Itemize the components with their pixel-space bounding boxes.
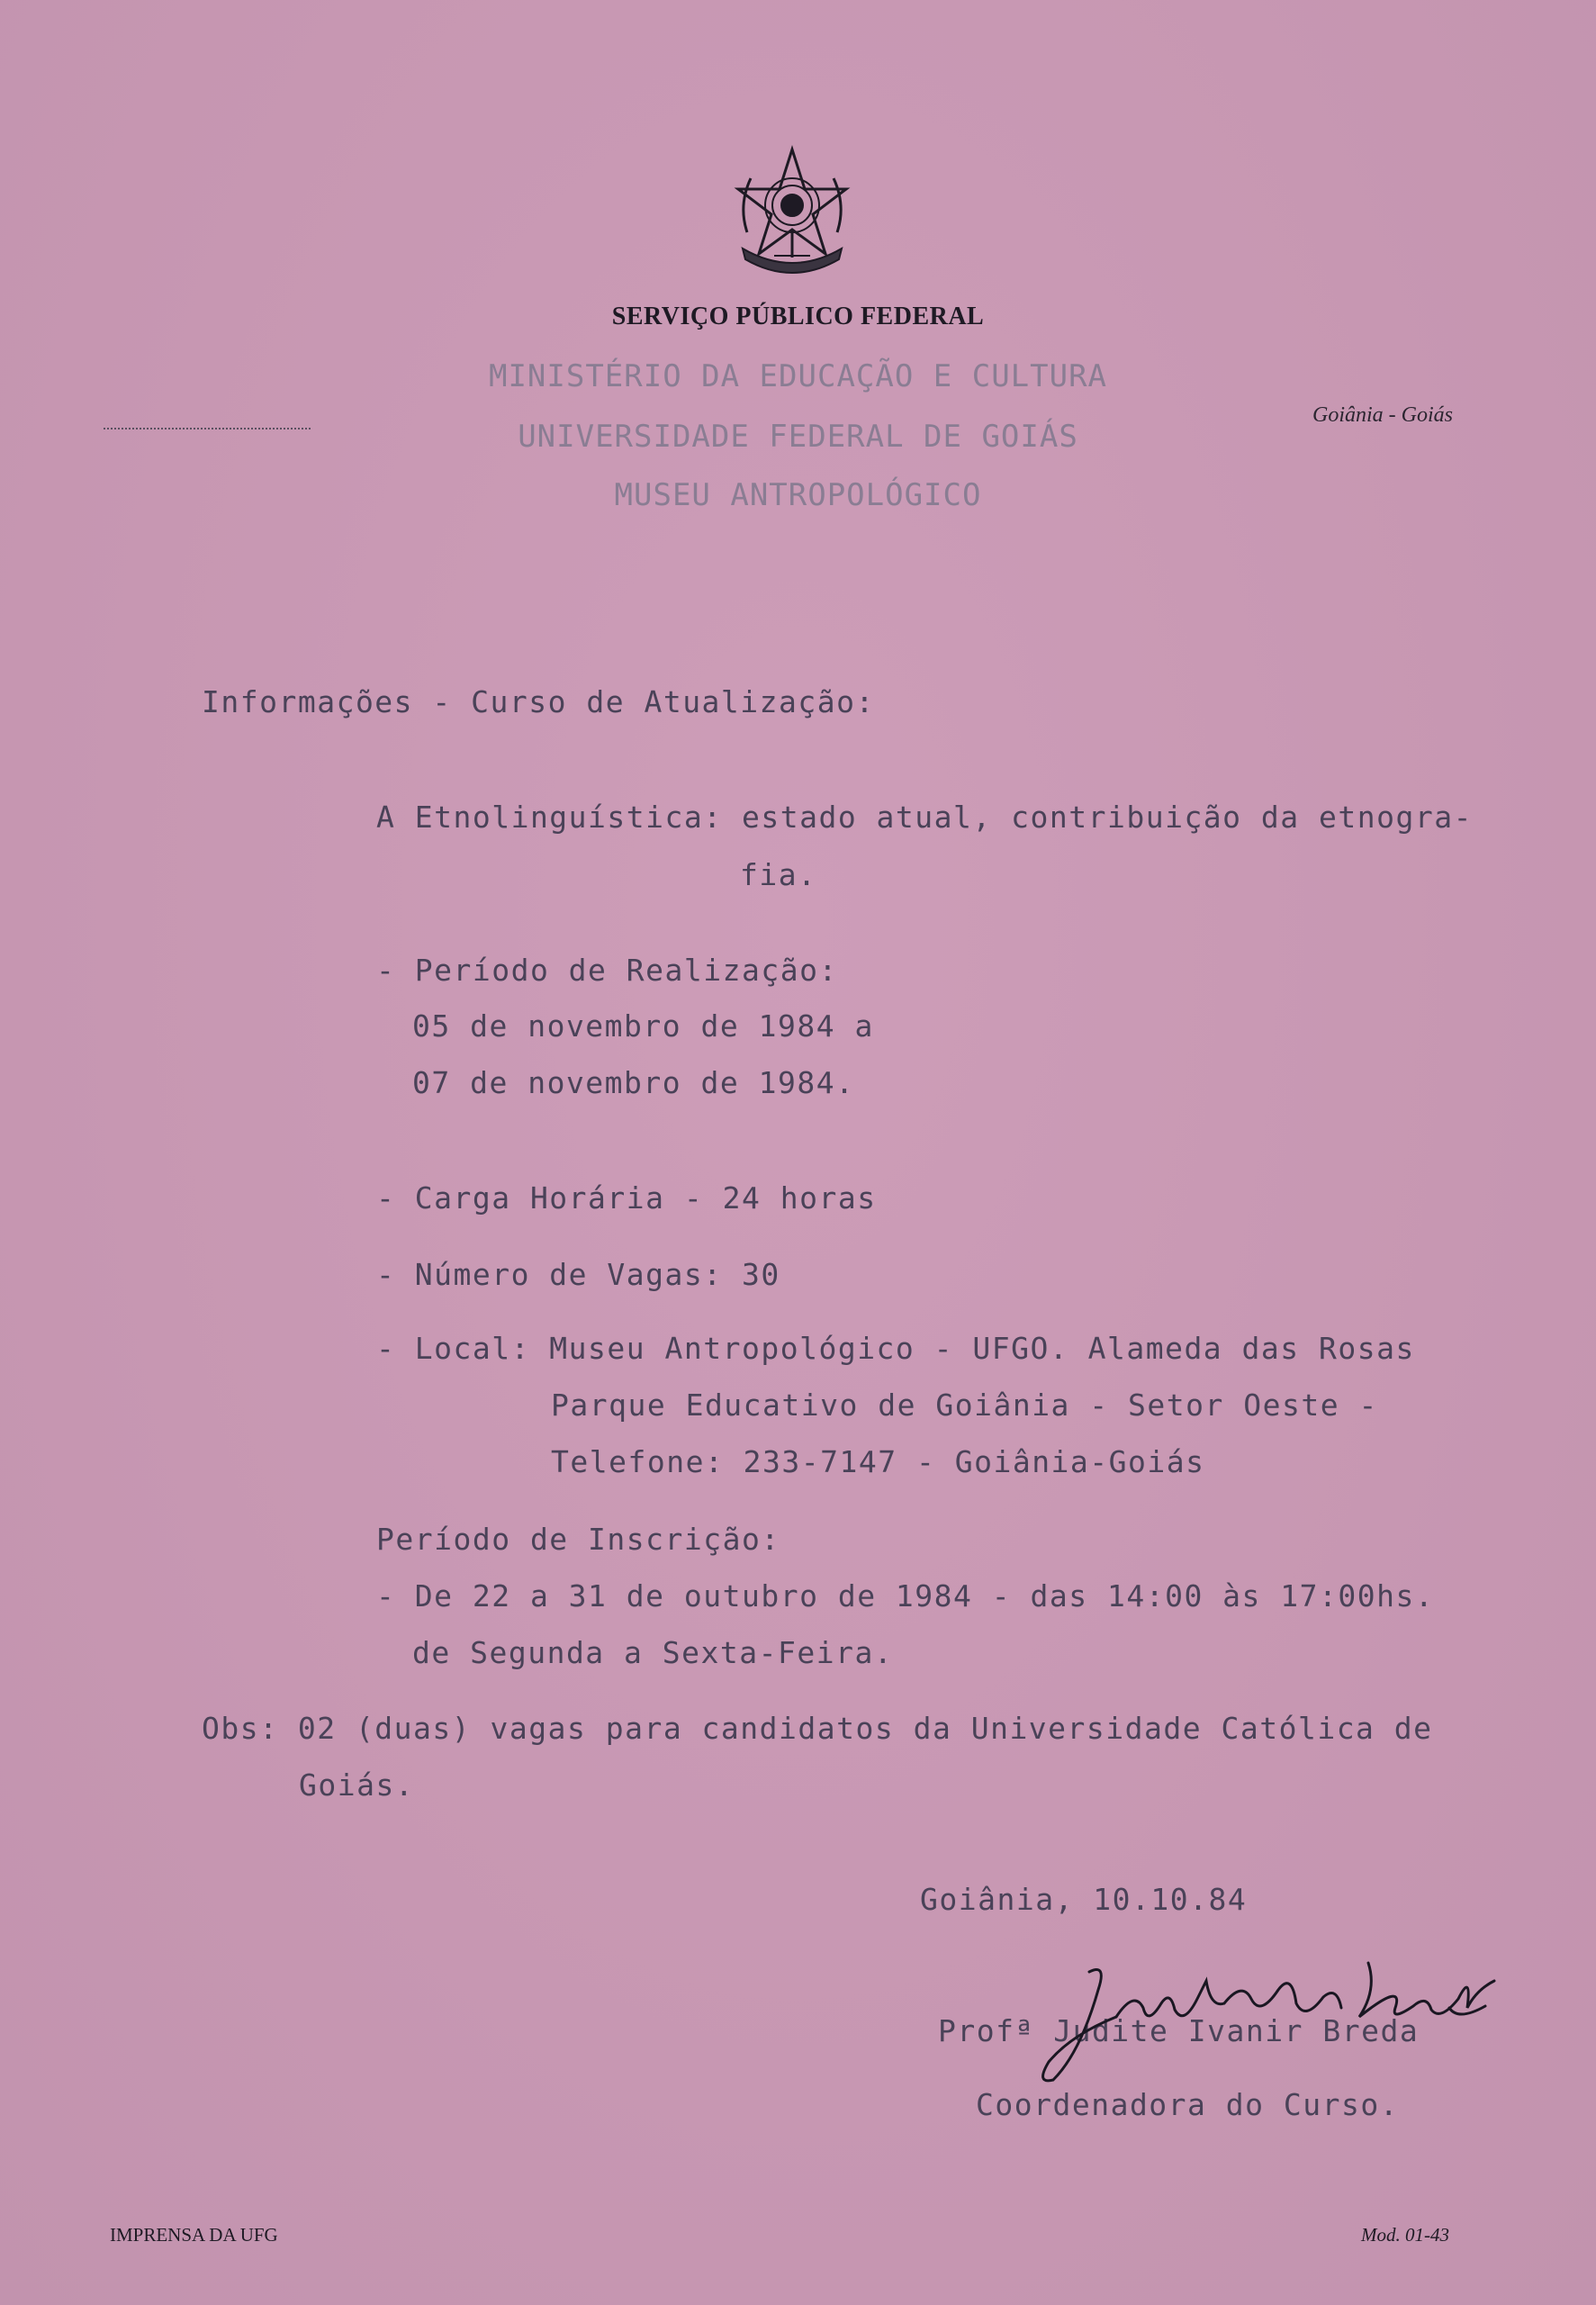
vacancies-line: - Número de Vagas: 30	[376, 1257, 780, 1292]
course-title-line-1: A Etnolinguística: estado atual, contribuição da etnogra-	[376, 800, 1473, 835]
workload-line: - Carga Horária - 24 horas	[376, 1180, 877, 1216]
museum-heading: MUSEU ANTROPOLÓGICO	[614, 477, 982, 513]
course-title-line-2: fia.	[740, 857, 817, 892]
place-label: Goiânia - Goiás	[1312, 403, 1453, 427]
signatory-role: Coordenadora do Curso.	[976, 2087, 1400, 2122]
printer-imprint: IMPRENSA DA UFG	[110, 2224, 278, 2246]
location-line-3: Telefone: 233-7147 - Goiânia-Goiás	[551, 1444, 1205, 1479]
subject-line: Informações - Curso de Atualização:	[202, 684, 875, 719]
registration-line-1: - De 22 a 31 de outubro de 1984 - das 14:00 às 17:00hs.	[376, 1578, 1435, 1614]
university-heading: UNIVERSIDADE FEDERAL DE GOIÁS	[518, 419, 1078, 455]
obs-line-2: Goiás.	[299, 1767, 415, 1803]
handwritten-signature	[981, 1954, 1503, 2089]
period-start: 05 de novembro de 1984 a	[412, 1008, 874, 1044]
ministry-heading: MINISTÉRIO DA EDUCAÇÃO E CULTURA	[488, 358, 1108, 394]
brazil-coat-of-arms-icon	[720, 142, 864, 286]
closing-date: Goiânia, 10.10.84	[920, 1882, 1248, 1917]
obs-line-1: Obs: 02 (duas) vagas para candidatos da Universidade Católica de	[202, 1711, 1433, 1746]
period-label: - Período de Realização:	[376, 953, 838, 988]
location-line-1: - Local: Museu Antropológico - UFGO. Alameda das Rosas	[376, 1331, 1415, 1366]
location-line-2: Parque Educativo de Goiânia - Setor Oeste -	[551, 1388, 1378, 1423]
registration-line-2: de Segunda a Sexta-Feira.	[412, 1635, 894, 1670]
service-heading: SERVIÇO PÚBLICO FEDERAL	[611, 303, 985, 330]
period-end: 07 de novembro de 1984.	[412, 1065, 855, 1100]
signatory-name: Profª Judite Ivanir Breda	[938, 2013, 1420, 2048]
registration-label: Período de Inscrição:	[376, 1522, 780, 1557]
form-model-code: Mod. 01-43	[1361, 2224, 1449, 2246]
